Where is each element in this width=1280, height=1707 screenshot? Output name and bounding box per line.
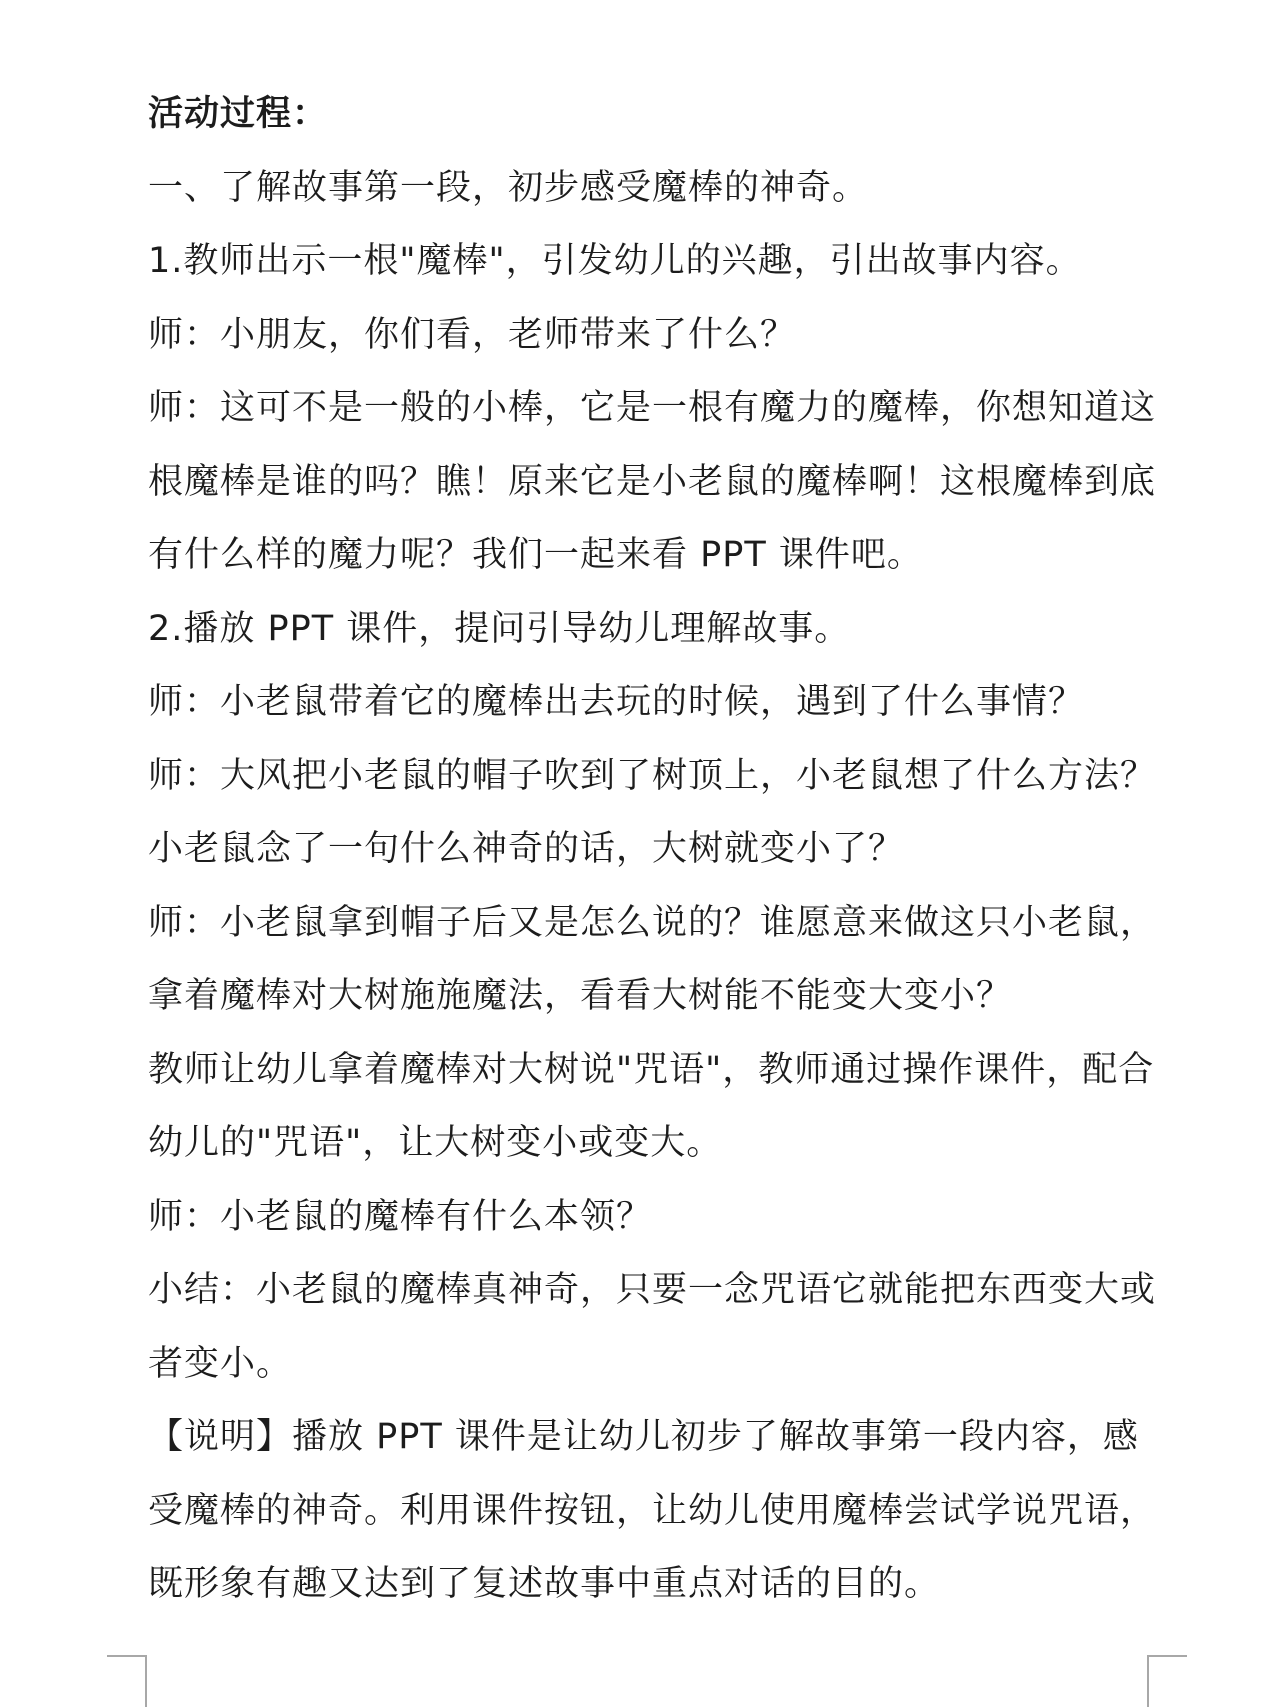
text-line: 1.教师出示一根"魔棒"，引发幼儿的兴趣，引出故事内容。 [148, 241, 1082, 281]
text-line: 根魔棒是谁的吗？瞧！原来它是小老鼠的魔棒啊！这根魔棒到底 [148, 461, 1157, 502]
text-line: 师：小老鼠带着它的魔棒出去玩的时候，遇到了什么事情？ [148, 682, 1085, 722]
text-line: 师：这可不是一般的小棒，它是一根有魔力的魔棒，你想知道这 [148, 388, 1157, 428]
note-line: 既形象有趣又达到了复述故事中重点对话的目的。 [148, 1564, 941, 1604]
subsection-heading: 一、了解故事第一段，初步感受魔棒的神奇。 [148, 167, 869, 208]
text-line: 小老鼠念了一句什么神奇的话，大树就变小了？ [148, 829, 905, 869]
section-heading: 活动过程： [148, 94, 329, 134]
note-line: 受魔棒的神奇。利用课件按钮，让幼儿使用魔棒尝试学说咒语， [148, 1490, 1157, 1531]
text-line: 师：大风把小老鼠的帽子吹到了树顶上，小老鼠想了什么方法？ [148, 755, 1157, 796]
text-line: 拿着魔棒对大树施施魔法，看看大树能不能变大变小？ [148, 976, 1013, 1016]
margin-corner-mark-left [107, 1655, 147, 1707]
note-line: 【说明】播放 PPT 课件是让幼儿初步了解故事第一段内容，感 [148, 1417, 1139, 1457]
text-line: 有什么样的魔力呢？我们一起来看 PPT 课件吧。 [148, 535, 923, 575]
text-line: 师：小老鼠的魔棒有什么本领？ [148, 1196, 653, 1237]
text-line: 2.播放 PPT 课件，提问引导幼儿理解故事。 [148, 608, 851, 649]
text-line: 小结：小老鼠的魔棒真神奇，只要一念咒语它就能把东西变大或 [148, 1270, 1157, 1310]
text-line: 师：小朋友，你们看，老师带来了什么？ [148, 314, 797, 355]
document-body [148, 78, 1157, 1622]
text-line: 幼儿的"咒语"，让大树变小或变大。 [148, 1123, 723, 1163]
text-line: 者变小。 [148, 1343, 293, 1384]
margin-corner-mark-right [1147, 1655, 1187, 1707]
text-line: 师：小老鼠拿到帽子后又是怎么说的？谁愿意来做这只小老鼠， [148, 902, 1157, 943]
text-line: 教师让幼儿拿着魔棒对大树说"咒语"，教师通过操作课件，配合 [148, 1049, 1155, 1090]
